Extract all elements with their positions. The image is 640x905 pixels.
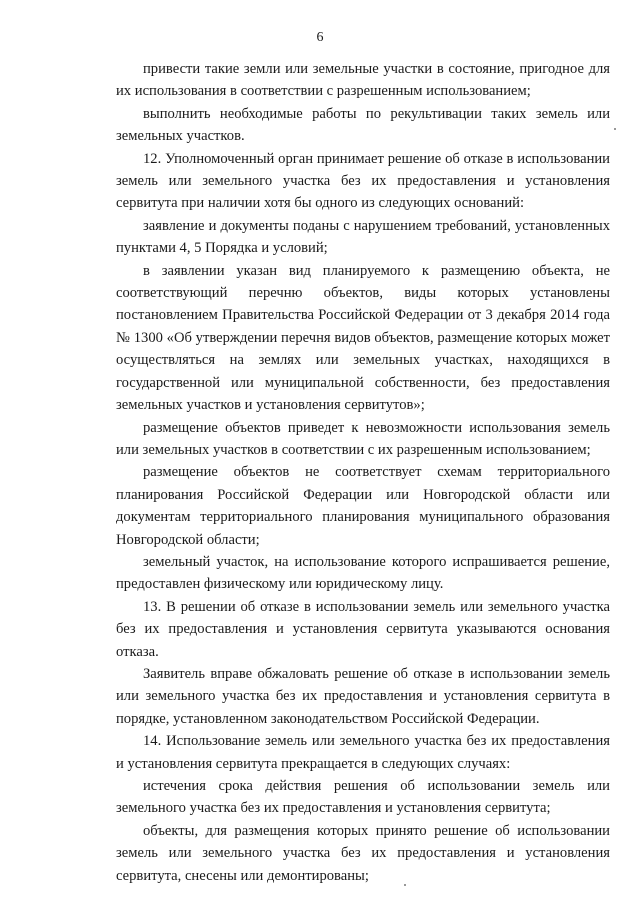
paragraph-11: 14. Использование земель или земельного участка без их предоставления и установления сервитута прекращается в следующих случаях: [116,733,610,772]
paragraph-3: 12. Уполномоченный орган принимает решение об отказе в использовании земель или земельного участка без их предоставления и установления сервитута при наличии хотя бы одного из следующих оснований: [116,150,610,212]
scan-speck [614,128,616,130]
paragraph-13: объекты, для размещения которых принято решение об использовании земель или земельного участка без их предоставления и установления сервитута, снесены или демонтированы; [116,822,610,884]
paragraph-4: заявление и документы поданы с нарушением требований, установленных пунктами 4, 5 Порядка и условий; [116,217,610,257]
paragraph-5: в заявлении указан вид планируемого к размещению объекта, не соответствующий перечню объектов, виды которых установлены постановлением Правительства Российской Федерации от 3 декабря 2014 года № 1300 «Об утверждении перечня видов объектов, размещение которых может осуществляться на землях или земельных участках, находящихся в государственной или муниципальной собственности, без предоставления земельных участков и установления сервитутов»; [116,262,610,414]
paragraph-2: выполнить необходимые работы по рекультивации таких земель или земельных участков. [116,105,610,145]
paragraph-12: истечения срока действия решения об использовании земель или земельного участка без их предоставления и установления сервитута; [116,778,610,817]
paragraph-8: земельный участок, на использование которого испрашивается решение, предоставлен физическому или юридическому лицу. [116,553,610,593]
paragraph-9: 13. В решении об отказе в использовании земель или земельного участка без их предоставления и установления сервитута указываются основания отказа. [116,598,610,660]
paragraph-10: Заявитель вправе обжаловать решение об отказе в использовании земель или земельного участка без их предоставления и установления сервитута в порядке, установленном законодательством Российской Федерации. [116,665,610,727]
paragraph-7: размещение объектов не соответствует схемам территориального планирования Российской Федерации или Новгородской области или документам территориального планирования муниципального образования Новгородской области; [116,464,610,548]
paragraph-1: привести такие земли или земельные участки в состояние, пригодное для их использования в соответствии с разрешенным использованием; [116,61,610,100]
document-body [116,58,610,887]
page-number: 6 [316,30,324,45]
paragraph-6: размещение объектов приведет к невозможности использования земель или земельных участков в соответствии с их разрешенным использованием; [116,419,610,458]
scan-speck [404,884,406,886]
